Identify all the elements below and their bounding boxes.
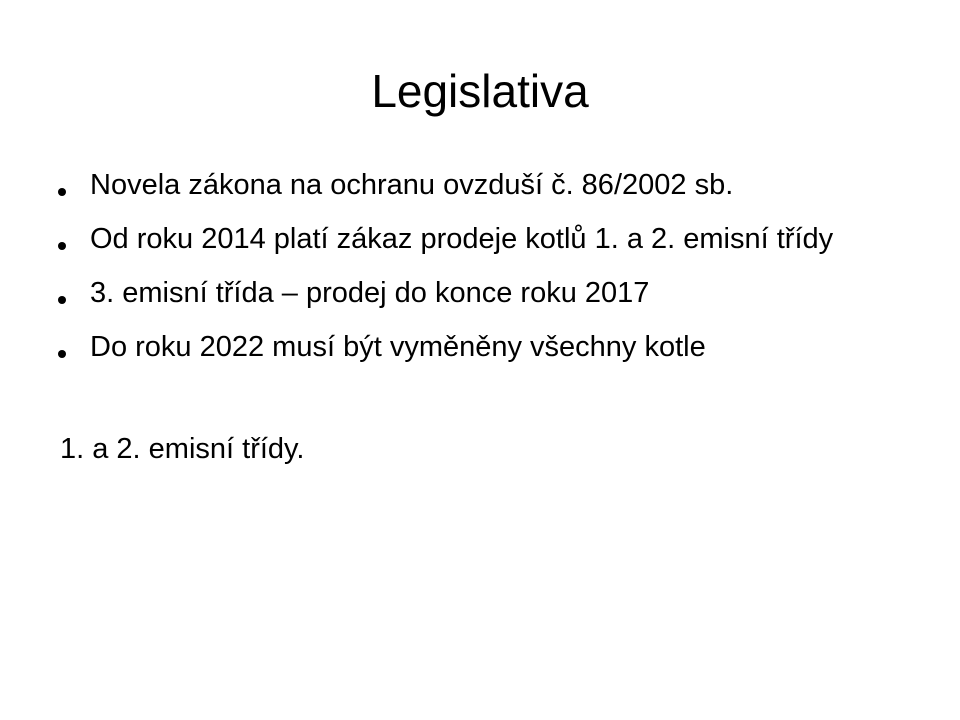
bullet-item xyxy=(58,168,918,202)
bullet-item xyxy=(58,222,918,256)
bullet-item xyxy=(58,330,918,364)
bullet-dot-icon xyxy=(58,188,66,196)
bullet-dot-icon xyxy=(58,350,66,358)
bullet-text: Novela zákona na ochranu ovzduší č. 86/2002 sb. xyxy=(90,169,734,201)
slide-title: Legislativa xyxy=(371,65,589,117)
bullet-text: Od roku 2014 platí zákaz prodeje kotlů 1. a 2. emisní třídy xyxy=(90,223,834,255)
bullet-text: Do roku 2022 musí být vyměněny všechny kotle xyxy=(90,331,706,363)
bullet-dot-icon xyxy=(58,296,66,304)
bullet-item xyxy=(58,276,918,310)
continuation-text: 1. a 2. emisní třídy. xyxy=(60,433,305,465)
bullet-dot-icon xyxy=(58,242,66,250)
bullet-text: 3. emisní třída – prodej do konce roku 2017 xyxy=(90,277,650,309)
bullet-list xyxy=(58,168,918,384)
